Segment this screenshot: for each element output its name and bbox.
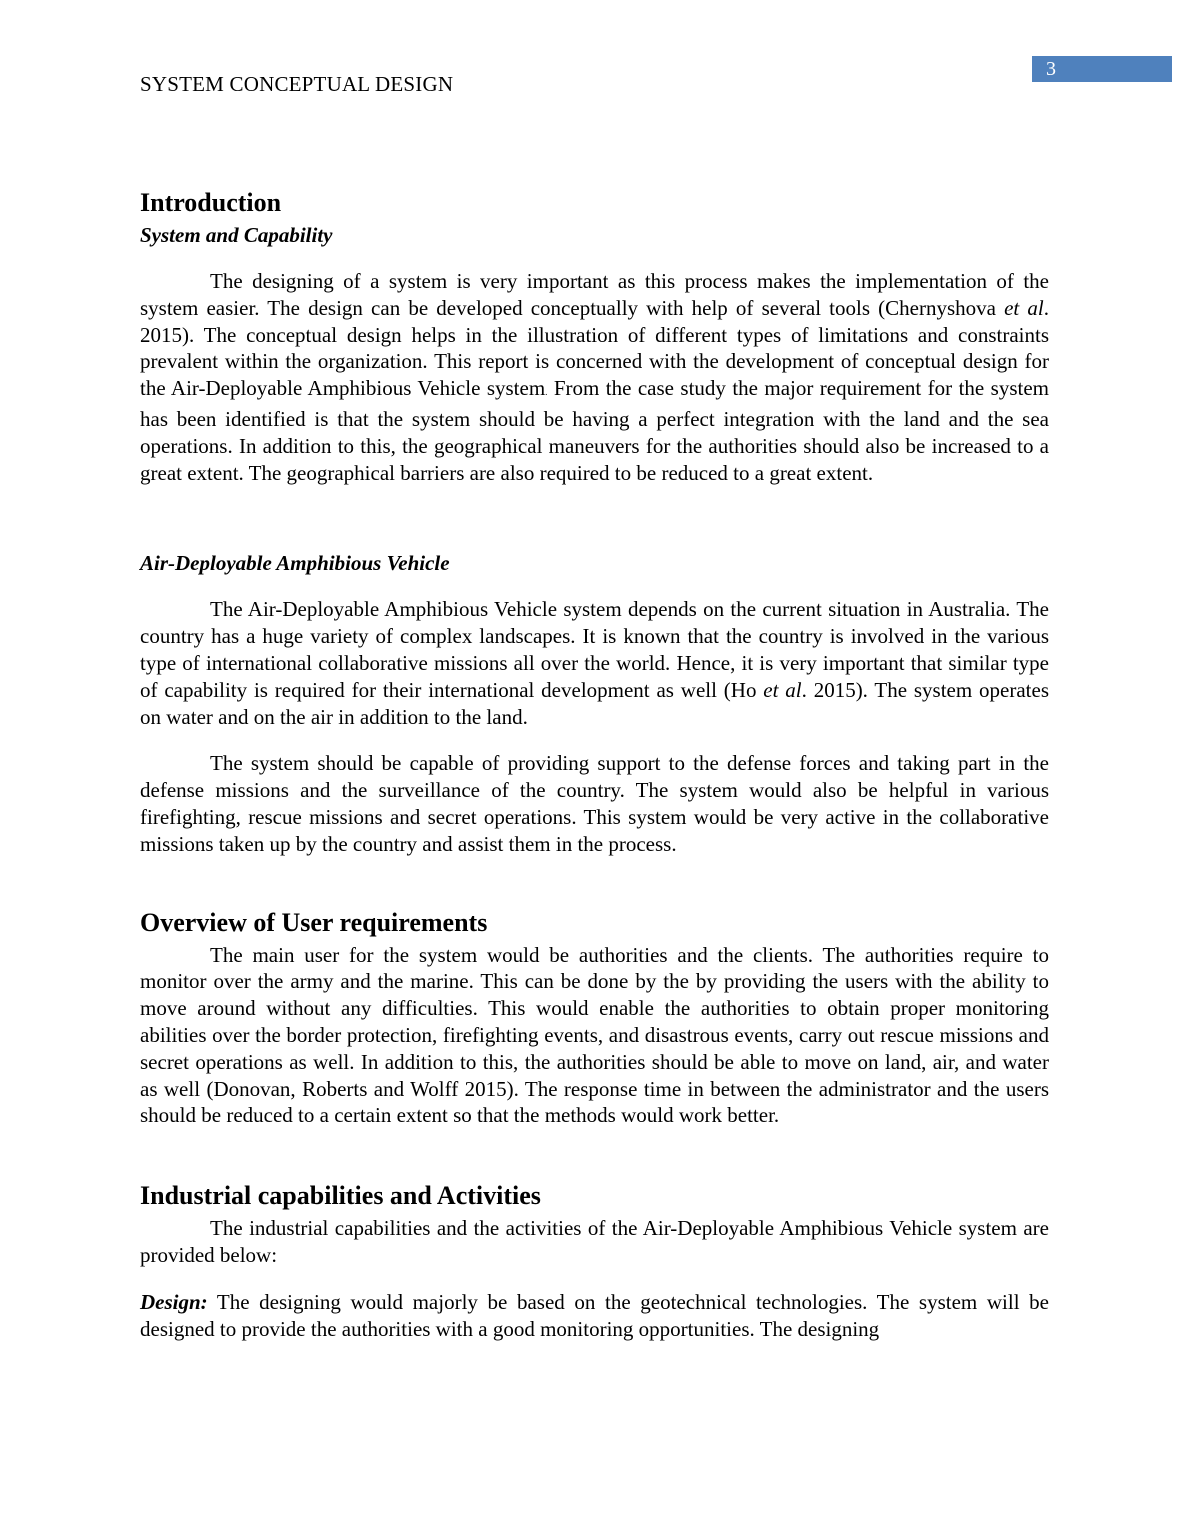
running-head: SYSTEM CONCEPTUAL DESIGN [140, 72, 454, 96]
paragraph-industrial: The industrial capabilities and the activities of the Air-Deployable Amphibious Vehicle system are provided below: [140, 1216, 1049, 1267]
paragraph-user-requirements: The main user for the system would be authorities and the clients. The authorities require to monitor over the army and the marine. This can be done by the by providing the users with the ability to move around without any difficulties. This would enable the authorities to obtain proper monitoring abilities over the border protection, firefighting events, and disastrous events, carry out rescue missions and secret operations as well. In addition to this, the authorities should be able to move on land, air, and water as well (Donovan, Roberts and Wolff 2015). The response time in between the administrator and the users should be reduced to a certain extent so that the methods would work better. [140, 942, 1049, 1128]
document-body [140, 184, 1049, 1342]
paragraph-design: Design: The designing would majorly be based on the geotechnical technologies. The system will be designed to provide the authorities with a good monitoring opportunities. The designing [140, 1289, 1049, 1341]
subheading-air-deployable-vehicle: Air-Deployable Amphibious Vehicle [140, 551, 450, 576]
paragraph-introduction: The designing of a system is very important as this process makes the implementation of the system easier. The design can be developed conceptually with help of several tools (Chernyshova et al. 2015). The conceptual design helps in the illustration of different types of limitations and constraints prevalent within the organization. This report is concerned with the development of conceptual design for the Air-Deployable Amphibious Vehicle system. From the case study the major requirement for the system has been identified is that the system should be having a perfect integration with the land and the sea operations. In addition to this, the geographical maneuvers for the authorities should also be increased to a great extent. The geographical barriers are also required to be reduced to a great extent. [140, 269, 1049, 485]
page-number: 3 [1046, 58, 1056, 80]
page-number-badge [1032, 56, 1172, 82]
heading-user-requirements: Overview of User requirements [140, 907, 488, 937]
subheading-system-capability: System and Capability [140, 223, 333, 247]
heading-industrial-capabilities: Industrial capabilities and Activities [140, 1181, 541, 1211]
design-label: Design: [140, 1289, 208, 1314]
paragraph-vehicle-1: The Air-Deployable Amphibious Vehicle system depends on the current situation in Australia. The country has a huge variety of complex landscapes. It is known that the country is involved in the various type of international collaborative missions all over the world. Hence, it is very important that similar type of capability is required for their international development as well (Ho et al. 2015). The system operates on water and on the air in addition to the land. [140, 597, 1049, 729]
paragraph-vehicle-2: The system should be capable of providing support to the defense forces and taking part in the defense missions and the surveillance of the country. The system would also be helpful in various firefighting, rescue missions and secret operations. This system would be very active in the collaborative missions taken up by the country and assist them in the process. [140, 751, 1049, 856]
heading-introduction: Introduction [140, 188, 282, 217]
